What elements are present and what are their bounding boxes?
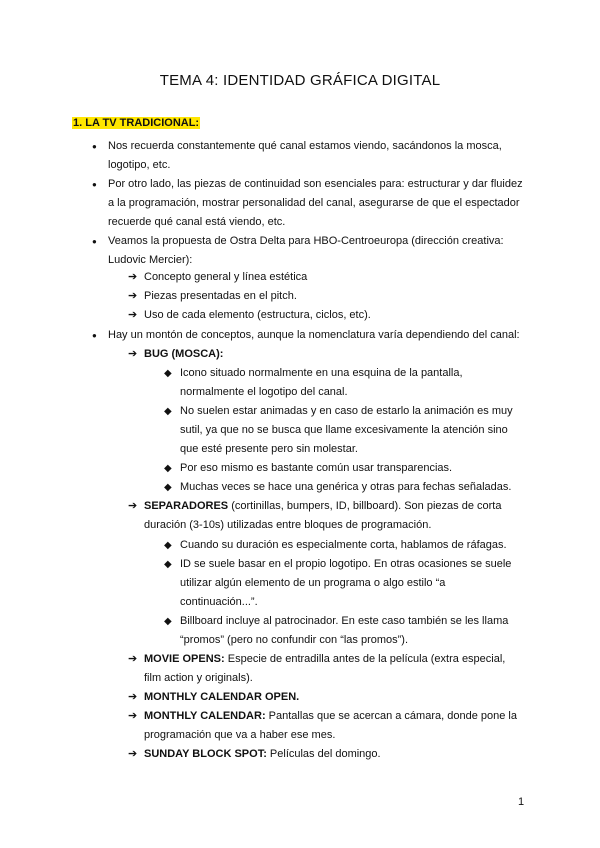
list-item-text: Icono situado normalmente en una esquina de la pantalla, normalmente el logotipo del canal.	[180, 367, 463, 398]
list-item-text: (cortinillas, bumpers, ID, billboard). Son piezas de corta duración (3-10s) utilizadas entre bloques de programación.	[144, 500, 502, 531]
list-item	[128, 650, 524, 688]
diamond-bullet-icon: ◆	[164, 368, 172, 379]
list-item	[128, 688, 524, 707]
list-item-text: Veamos la propuesta de Ostra Delta para HBO-Centroeuropa (dirección creativa: Ludovic Mercier):	[108, 235, 504, 266]
arrow-icon: ➔	[128, 500, 138, 512]
list-item	[128, 345, 524, 364]
list-item	[164, 364, 525, 402]
list-item	[128, 745, 524, 764]
list-item	[128, 306, 524, 325]
arrow-icon: ➔	[128, 653, 138, 665]
list-item-text: Especie de entradilla antes de la película (extra especial, film action y originals).	[144, 653, 506, 684]
arrow-icon: ➔	[128, 309, 138, 321]
list-item	[108, 232, 528, 270]
list-item	[108, 137, 528, 175]
arrow-icon: ➔	[128, 710, 138, 722]
term-label: MOVIE OPENS:	[144, 653, 225, 665]
diamond-bullet-icon: ◆	[164, 406, 172, 417]
diamond-bullet-icon: ◆	[164, 540, 172, 551]
term-label: SEPARADORES	[144, 500, 229, 512]
list-item-text: Muchas veces se hace una genérica y otras para fechas señaladas.	[180, 481, 512, 493]
list-item	[128, 287, 524, 306]
list-item	[128, 268, 524, 287]
diamond-bullet-icon: ◆	[164, 463, 172, 474]
list-item-text: Billboard incluye al patrocinador. En este caso también se les llama “promos” (pero no confundir con “las promos”).	[180, 615, 509, 646]
arrow-icon: ➔	[128, 271, 138, 283]
arrow-icon: ➔	[128, 748, 138, 760]
term-label: MONTHLY CALENDAR:	[144, 710, 266, 722]
list-item-text: Nos recuerda constantemente qué canal estamos viendo, sacándonos la mosca, logotipo, etc.	[108, 140, 502, 171]
section-heading: 1. LA TV TRADICIONAL:	[73, 117, 200, 129]
diamond-bullet-icon: ◆	[164, 482, 172, 493]
list-item-text: Piezas presentadas en el pitch.	[144, 290, 297, 302]
list-item-text: Por otro lado, las piezas de continuidad son esenciales para: estructurar y dar fluidez a la programación, mostrar personalidad del canal, asegurarse de que el espectador recuerde qué canal está viendo, etc.	[108, 178, 523, 228]
list-item-text: Concepto general y línea estética	[144, 271, 308, 283]
list-item-text: Pantallas que se acercan a cámara, donde pone la programación que va a haber ese mes.	[144, 710, 517, 741]
list-item	[164, 612, 525, 650]
list-item-text: Uso de cada elemento (estructura, ciclos, etc).	[144, 309, 371, 321]
list-item-text: ID se suele basar en el propio logotipo. En otras ocasiones se suele utilizar algún elemento de un programa o algo estilo “a continuación...”.	[180, 558, 512, 608]
list-item-text: Películas del domingo.	[266, 748, 381, 760]
list-item	[164, 478, 525, 497]
list-item	[128, 707, 524, 745]
page-title: TEMA 4: IDENTIDAD GRÁFICA DIGITAL	[159, 72, 441, 89]
term-label: SUNDAY BLOCK SPOT:	[144, 748, 267, 760]
list-item	[164, 459, 525, 478]
list-item	[108, 326, 528, 345]
list-item-text: Por eso mismo es bastante común usar transparencias.	[180, 462, 453, 474]
list-item	[128, 497, 524, 535]
arrow-icon: ➔	[128, 691, 138, 703]
list-item	[164, 555, 525, 612]
term-label: MONTHLY CALENDAR OPEN.	[144, 691, 300, 703]
term-label: BUG (MOSCA):	[144, 348, 224, 360]
diamond-bullet-icon: ◆	[164, 616, 172, 627]
list-item	[108, 175, 528, 232]
list-item	[164, 402, 525, 459]
page-number: 1	[518, 796, 525, 808]
arrow-icon: ➔	[128, 348, 138, 360]
list-item-text: Cuando su duración es especialmente corta, hablamos de ráfagas.	[180, 539, 507, 551]
arrow-icon: ➔	[128, 290, 138, 302]
list-item-text: No suelen estar animadas y en caso de estarlo la animación es muy sutil, ya que no se busca que llame excesivamente la atención sino que esté presente pero sin molestar.	[180, 405, 513, 455]
list-item-text: Hay un montón de conceptos, aunque la nomenclatura varía dependiendo del canal:	[108, 329, 520, 341]
diamond-bullet-icon: ◆	[164, 559, 172, 570]
list-item	[164, 536, 525, 555]
